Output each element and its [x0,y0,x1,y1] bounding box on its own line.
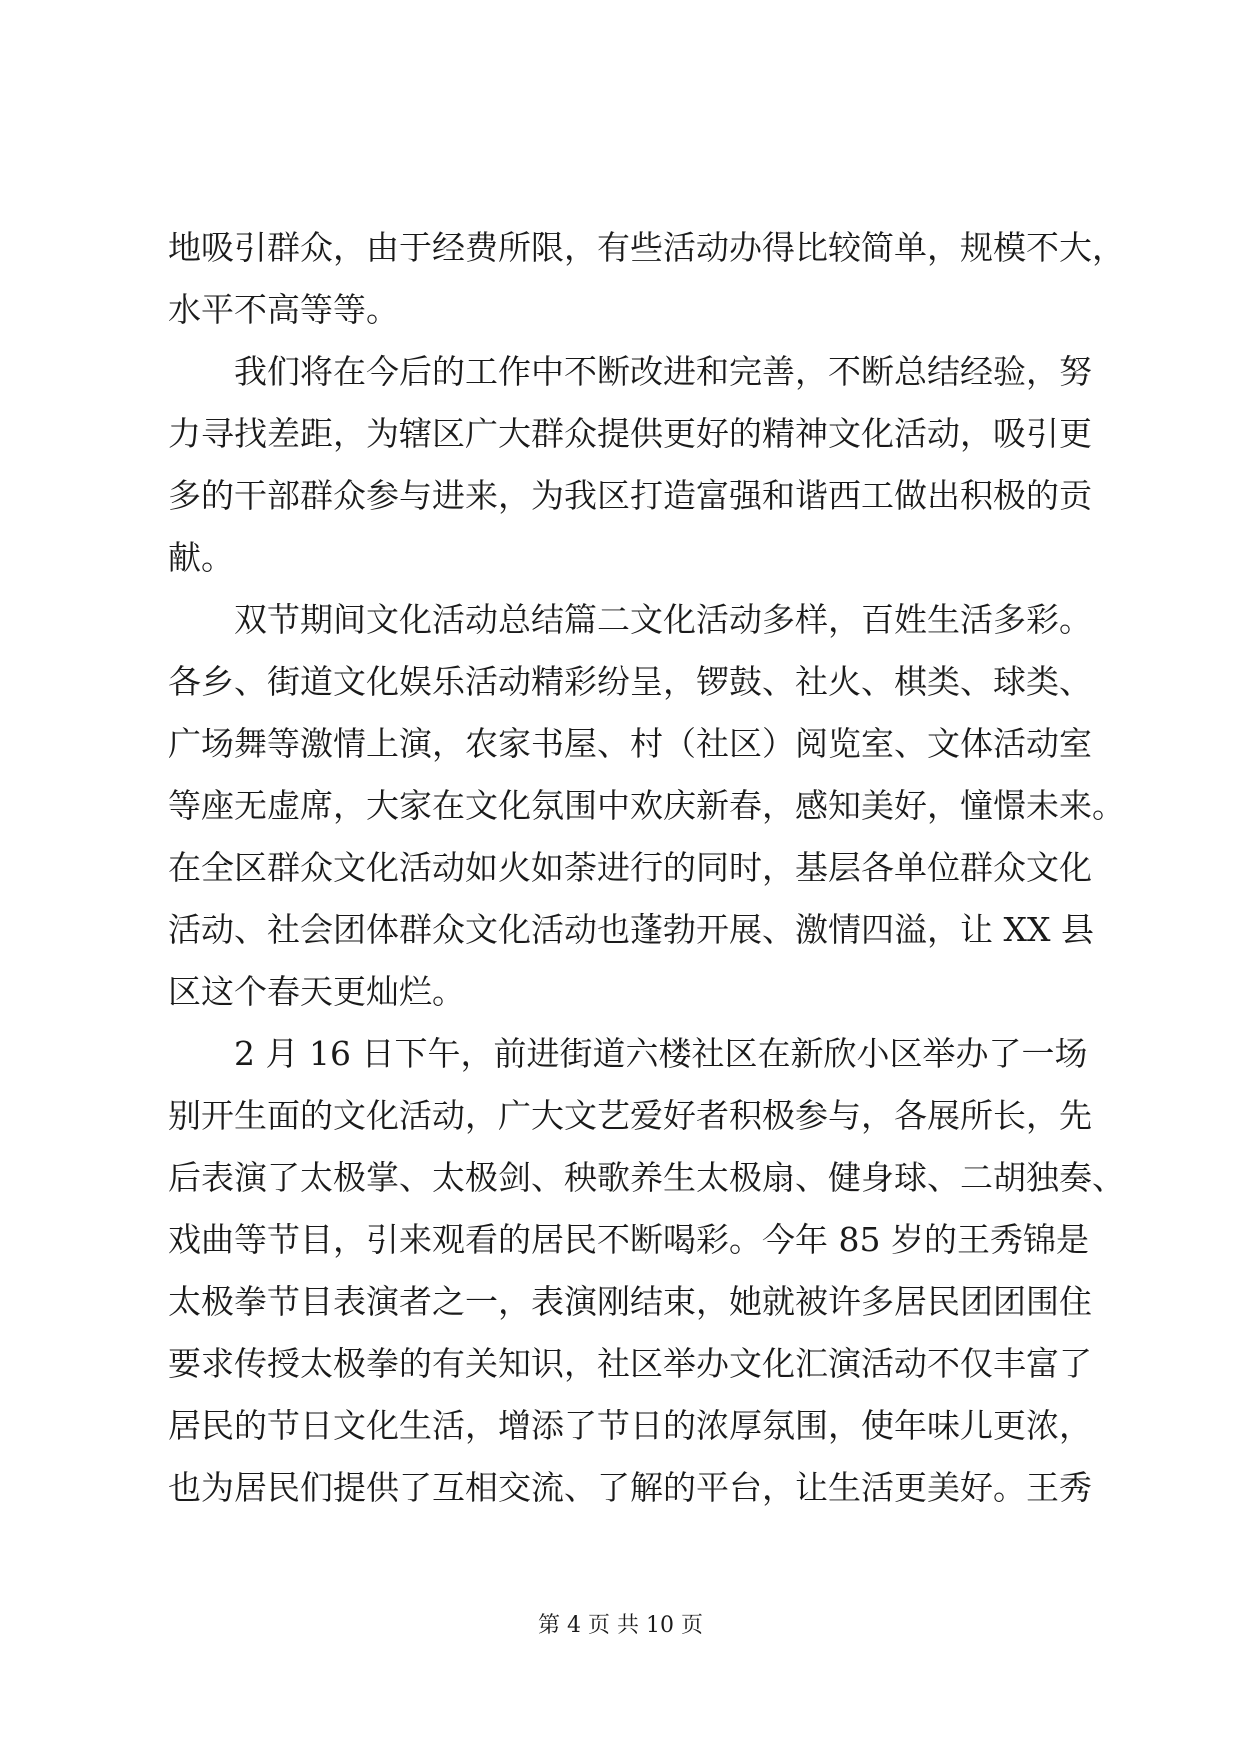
text-line: 等座无虚席，大家在文化氛围中欢庆新春，感知美好，憧憬未来。 [168,786,1125,825]
text-line: 水平不高等等。 [168,290,399,329]
text-line: 献。 [168,538,234,577]
body-text [168,228,1125,1533]
text-line: 广场舞等激情上演，农家书屋、村（社区）阅览室、文体活动室 [168,724,1092,763]
paragraph-first-line: 我们将在今后的工作中不断改进和完善，不断总结经验，努 [234,352,1092,391]
text-line: 在全区群众文化活动如火如荼进行的同时，基层各单位群众文化 [168,848,1092,887]
text-line: 地吸引群众，由于经费所限，有些活动办得比较简单，规模不大， [168,228,1125,267]
page-number-footer: 第 4 页 共 10 页 [538,1613,703,1638]
text-line: 太极拳节目表演者之一，表演刚结束，她就被许多居民团团围住 [168,1282,1092,1321]
text-line: 别开生面的文化活动，广大文艺爱好者积极参与，各展所长，先 [168,1096,1092,1135]
text-line: 要求传授太极拳的有关知识，社区举办文化汇演活动不仅丰富了 [168,1344,1092,1383]
paragraph-first-line: 双节期间文化活动总结篇二文化活动多样，百姓生活多彩。 [234,600,1092,639]
paragraph-first-line: 2 月 16 日下午，前进街道六楼社区在新欣小区举办了一场 [234,1034,1088,1073]
text-line: 后表演了太极掌、太极剑、秧歌养生太极扇、健身球、二胡独奏、 [168,1158,1125,1197]
text-line: 力寻找差距，为辖区广大群众提供更好的精神文化活动，吸引更 [168,414,1092,453]
text-line: 活动、社会团体群众文化活动也蓬勃开展、激情四溢，让 XX 县 [168,910,1094,949]
text-line: 也为居民们提供了互相交流、了解的平台，让生活更美好。王秀 [168,1468,1092,1507]
text-line: 区这个春天更灿烂。 [168,972,465,1011]
text-line: 居民的节日文化生活，增添了节日的浓厚氛围，使年味儿更浓， [168,1406,1092,1445]
text-line: 戏曲等节目，引来观看的居民不断喝彩。今年 85 岁的王秀锦是 [168,1220,1089,1259]
text-line: 多的干部群众参与进来，为我区打造富强和谐西工做出积极的贡 [168,476,1092,515]
text-line: 各乡、街道文化娱乐活动精彩纷呈，锣鼓、社火、棋类、球类、 [168,662,1092,701]
